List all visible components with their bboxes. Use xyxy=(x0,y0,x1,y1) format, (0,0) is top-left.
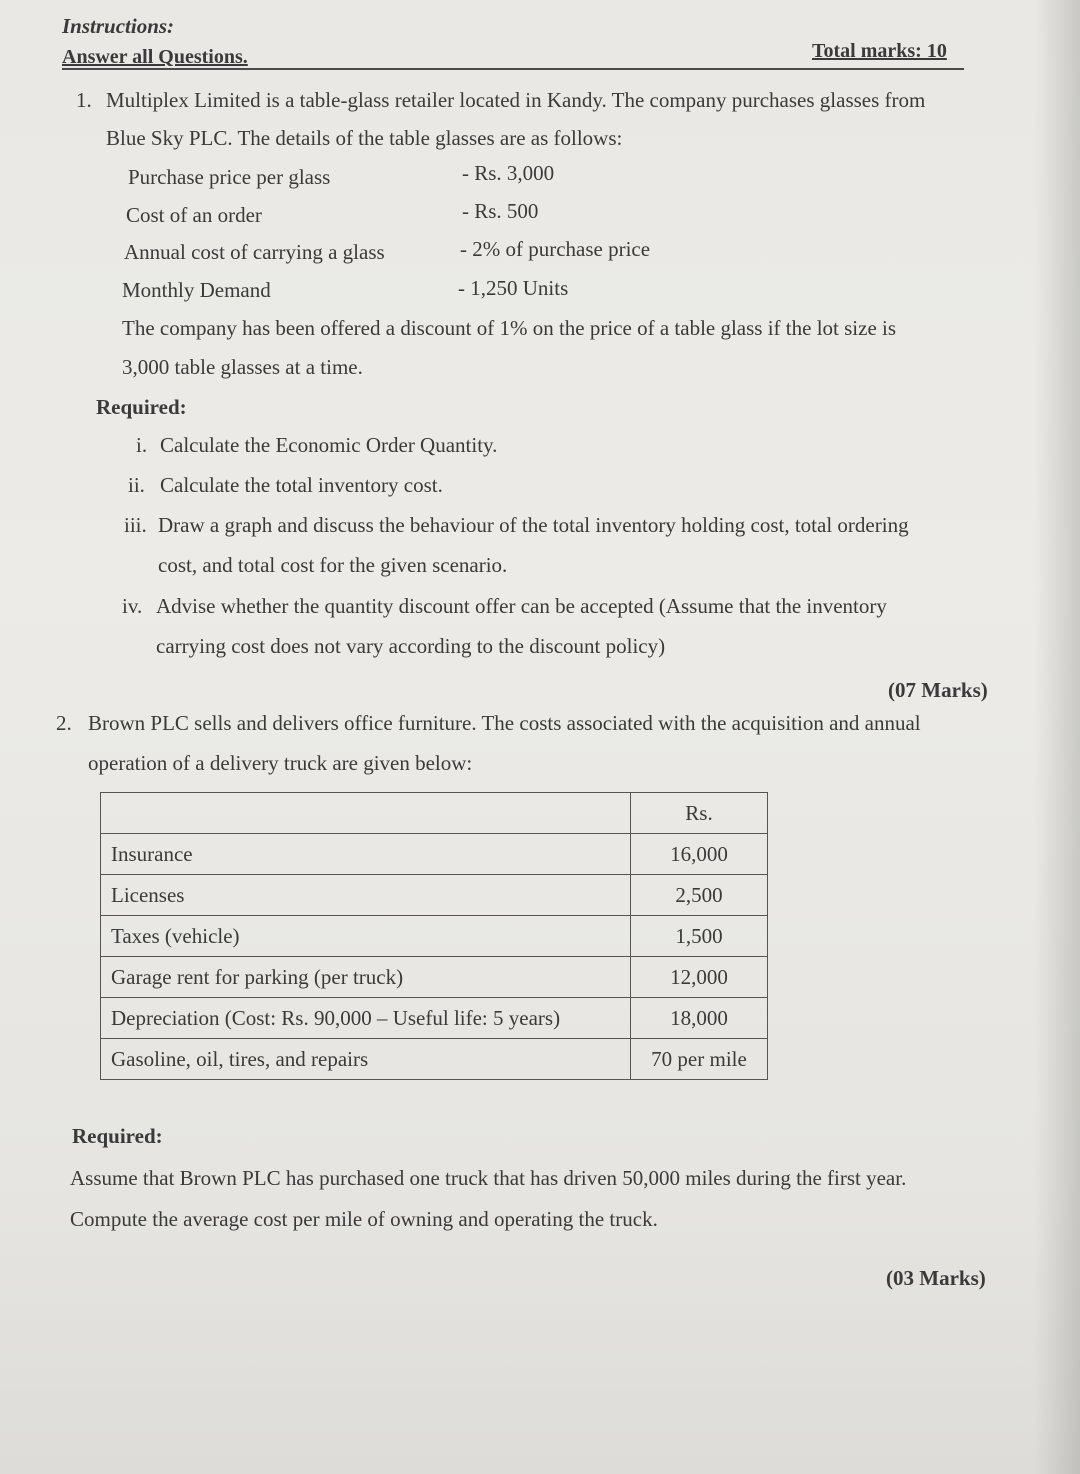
cost-amount: 16,000 xyxy=(631,834,768,875)
q1-marks: (07 Marks) xyxy=(888,678,988,702)
truck-cost-table xyxy=(100,792,768,1080)
answer-all-heading: Answer all Questions. xyxy=(62,46,248,68)
q1-item-text-cont: carrying cost does not vary according to the discount policy) xyxy=(156,634,666,658)
q1-intro-line1: Multiplex Limited is a table-glass retailer located in Kandy. The company purchases glasses from xyxy=(106,88,926,112)
cost-item: Insurance xyxy=(101,834,631,875)
q1-intro-line2: Blue Sky PLC. The details of the table glasses are as follows: xyxy=(106,126,623,150)
q1-number: 1. xyxy=(76,88,92,112)
table-header-row xyxy=(101,793,768,834)
q2-required-line2: Compute the average cost per mile of owning and operating the truck. xyxy=(70,1207,658,1231)
q2-marks: (03 Marks) xyxy=(886,1266,986,1290)
q1-item-number: ii. xyxy=(128,473,145,497)
q1-detail-label: Cost of an order xyxy=(126,203,262,227)
q2-required-line1: Assume that Brown PLC has purchased one truck that has driven 50,000 miles during the first year. xyxy=(70,1166,907,1190)
q2-intro-line1: Brown PLC sells and delivers office furniture. The costs associated with the acquisition and annual xyxy=(88,711,921,735)
table-row xyxy=(101,957,768,998)
header-divider xyxy=(62,68,964,70)
cost-amount: 70 per mile xyxy=(631,1039,768,1080)
q1-detail-value: - Rs. 3,000 xyxy=(462,161,555,185)
q1-offer-line1: The company has been offered a discount of 1% on the price of a table glass if the lot size is xyxy=(122,316,897,340)
cost-item: Taxes (vehicle) xyxy=(101,916,631,957)
cost-amount: 12,000 xyxy=(631,957,768,998)
page-shadow-edge xyxy=(1034,0,1080,1474)
q1-item-text: Advise whether the quantity discount offer can be accepted (Assume that the inventory xyxy=(156,594,887,618)
q1-detail-value: - 1,250 Units xyxy=(458,276,569,300)
total-marks: Total marks: 10 xyxy=(812,40,947,62)
q1-detail-value: - Rs. 500 xyxy=(462,199,539,223)
table-row xyxy=(101,998,768,1039)
q1-item-number: iv. xyxy=(122,594,143,618)
cost-item: Gasoline, oil, tires, and repairs xyxy=(101,1039,631,1080)
q2-required-heading: Required: xyxy=(72,1124,163,1148)
cost-item: Depreciation (Cost: Rs. 90,000 – Useful life: 5 years) xyxy=(101,998,631,1039)
q1-item-text: Calculate the total inventory cost. xyxy=(160,473,443,497)
table-row xyxy=(101,916,768,957)
q2-intro-line2: operation of a delivery truck are given below: xyxy=(88,751,473,775)
table-header-item xyxy=(101,793,631,834)
instructions-heading: Instructions: xyxy=(62,14,175,38)
q1-detail-label: Monthly Demand xyxy=(122,278,271,302)
q1-offer-line2: 3,000 table glasses at a time. xyxy=(122,355,363,379)
table-row xyxy=(101,1039,768,1080)
q1-item-number: i. xyxy=(136,433,148,457)
cost-item: Garage rent for parking (per truck) xyxy=(101,957,631,998)
q2-number: 2. xyxy=(56,711,72,735)
cost-amount: 2,500 xyxy=(631,875,768,916)
q1-detail-label: Purchase price per glass xyxy=(128,165,331,189)
q1-item-number: iii. xyxy=(124,513,147,537)
q1-item-text-cont: cost, and total cost for the given scenario. xyxy=(158,553,508,577)
table-row xyxy=(101,875,768,916)
cost-item: Licenses xyxy=(101,875,631,916)
table-header-currency: Rs. xyxy=(631,793,768,834)
q1-item-text: Calculate the Economic Order Quantity. xyxy=(160,433,498,457)
q1-detail-value: - 2% of purchase price xyxy=(460,237,651,261)
cost-amount: 1,500 xyxy=(631,916,768,957)
q1-required-heading: Required: xyxy=(96,395,187,419)
table-row xyxy=(101,834,768,875)
q1-detail-label: Annual cost of carrying a glass xyxy=(124,240,385,264)
q1-item-text: Draw a graph and discuss the behaviour of the total inventory holding cost, total ordering xyxy=(158,513,909,537)
cost-amount: 18,000 xyxy=(631,998,768,1039)
